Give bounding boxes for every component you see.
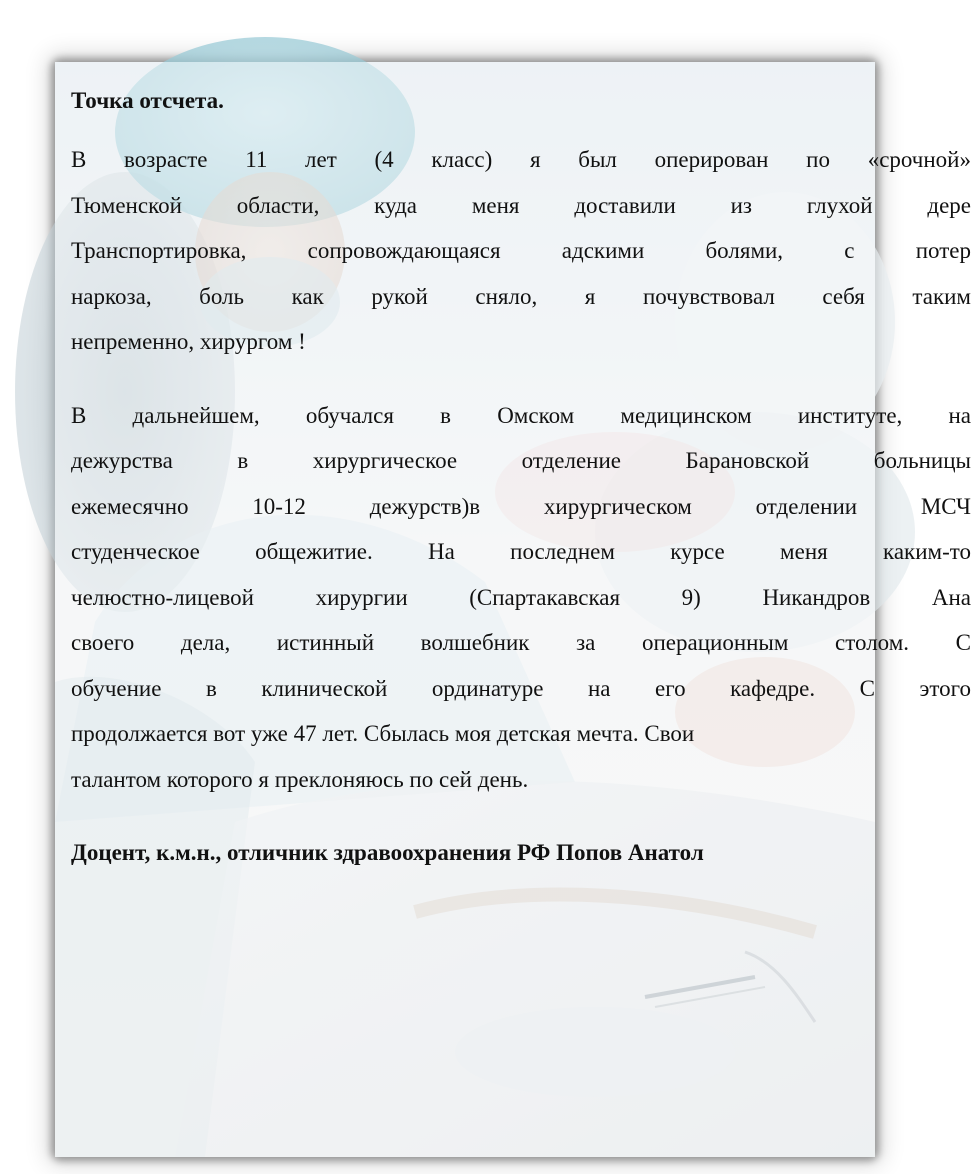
text-line: продолжается вот уже 47 лет. Сбылась моя детская мечта. Свои — [71, 721, 695, 746]
text-line: наркоза, боль как рукой сняло, я почувствовал себя таким — [71, 283, 971, 309]
document-text-block — [71, 84, 971, 870]
paragraph-2 — [71, 399, 971, 809]
text-line: своего дела, истинный волшебник за операционным столом. С — [71, 630, 971, 655]
text-line: ежемесячно 10-12 дежурств)в хирургическом отделении МСЧ — [71, 493, 971, 519]
text-line: студенческое общежитие. На последнем курсе меня каким-то — [71, 539, 971, 564]
paragraph-1 — [71, 143, 971, 371]
text-line: обучение в клинической ординатуре на его кафедре. С этого — [71, 675, 971, 701]
text-line: непременно, хирургом ! — [71, 329, 306, 354]
text-line: челюстно-лицевой хирургии (Спартакавская 9) Никандров Ана — [71, 584, 971, 610]
document-title: Точка отсчета. — [71, 88, 224, 113]
text-line: талантом которого я преклоняюсь по сей день. — [71, 766, 529, 792]
text-line: В дальнейшем, обучался в Омском медицинском институте, на — [71, 402, 971, 428]
text-line: Транспортировка, сопровождающаяся адскими болями, с потер — [71, 238, 971, 263]
text-line: дежурства в хирургическое отделение Барановской больницы — [71, 448, 971, 473]
author-signature: Доцент, к.м.н., отличник здравоохранения РФ Попов Анатол — [71, 840, 704, 865]
text-line: В возрасте 11 лет (4 класс) я был оперирован по «срочной» — [71, 147, 971, 172]
text-line: Тюменской области, куда меня доставили из глухой дере — [71, 192, 971, 218]
